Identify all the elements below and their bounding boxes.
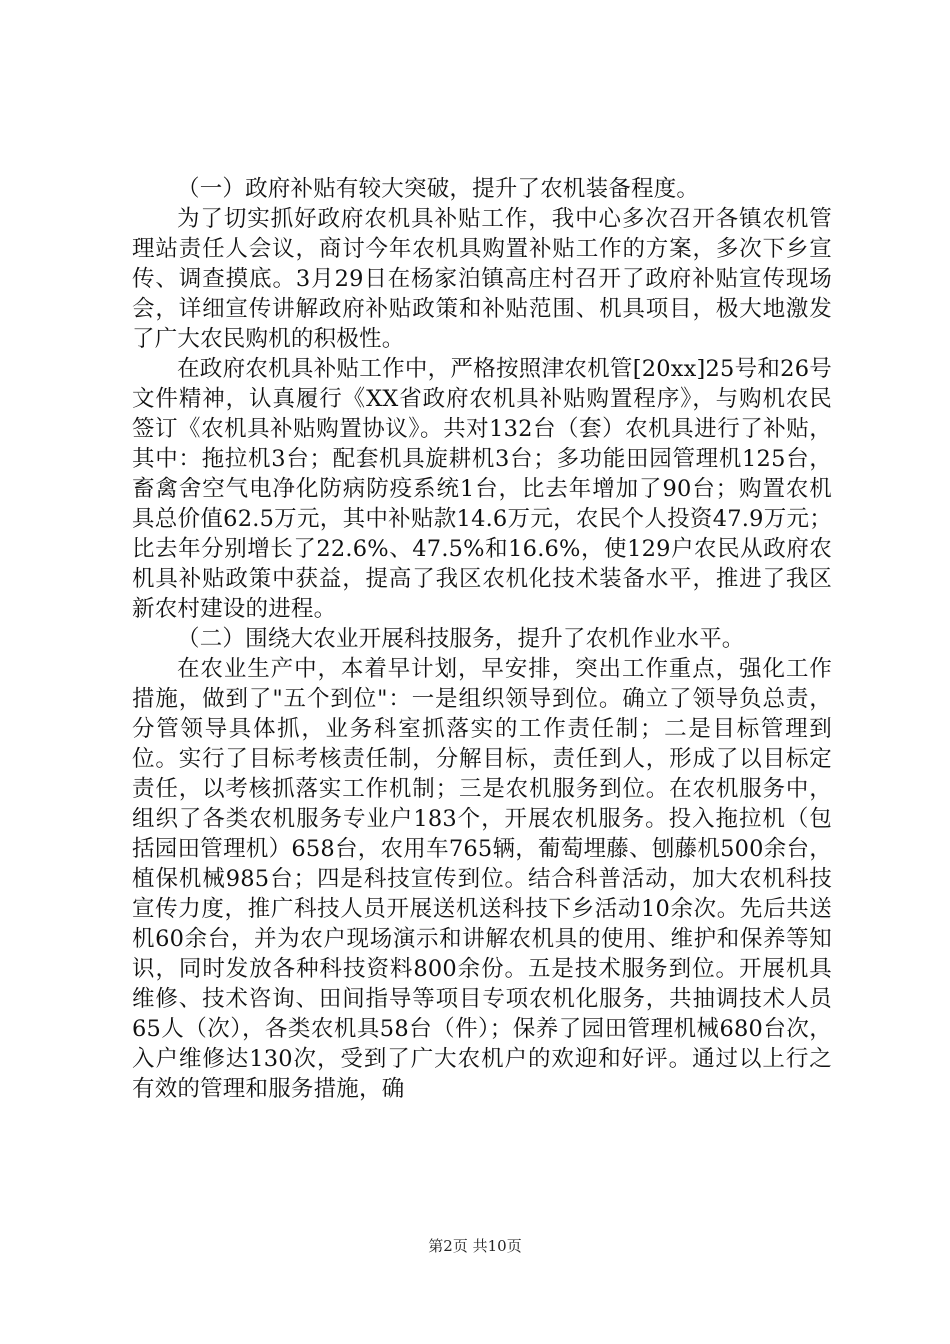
paragraph-tech-services: 在农业生产中，本着早计划，早安排，突出工作重点，强化工作措施，做到了"五个到位"：一是组织领导到位。确立了领导负总责，分管领导具体抓，业务科室抓落实的工作责任制；二是目标管理到位。实行了目标考核责任制，分解目标，责任到人，形成了以目标定责任，以考核抓落实工作机制；三是农机服务到位。在农机服务中，组织了各类农机服务专业户183个，开展农机服务。投入拖拉机（包括园田管理机）658台，农用车765辆，葡萄埋藤、刨藤机500余台，植保机械985台；四是科技宣传到位。结合科普活动，加大农机科技宣传力度，推广科技人员开展送机送科技下乡活动10余次。先后共送机60余台，并为农户现场演示和讲解农机具的使用、维护和保养等知识，同时发放各种科技资料800余份。五是技术服务到位。开展机具维修、技术咨询、田间指导等项目专项农机化服务，共抽调技术人员65人（次），各类农机具58台（件）；保养了园田管理机械680台次，入户维修达130次，受到了广大农机户的欢迎和好评。通过以上行之有效的管理和服务措施，确 bbox=[132, 656, 832, 1102]
paragraph-subsidy-promotion: 为了切实抓好政府农机具补贴工作，我中心多次召开各镇农机管理站责任人会议，商讨今年农机具购置补贴工作的方案，多次下乡宣传、调查摸底。3月29日在杨家泊镇高庄村召开了政府补贴宣传现场会，详细宣传讲解政府补贴政策和补贴范围、机具项目，极大地激发了广大农民购机的积极性。 bbox=[132, 206, 832, 352]
document-body bbox=[132, 174, 832, 1104]
paragraph-subsidy-results: 在政府农机具补贴工作中，严格按照津农机管[20xx]25号和26号文件精神，认真履行《XX省政府农机具补贴购置程序》，与购机农民签订《农机具补贴购置协议》。共对132台（套）农机具进行了补贴，其中：拖拉机3台；配套机具旋耕机3台；多功能田园管理机125台，畜禽舍空气电净化防病防疫系统1台，比去年增加了90台；购置农机具总价值62.5万元，其中补贴款14.6万元，农民个人投资47.9万元；比去年分别增长了22.6%、47.5%和16.6%，使129户农民从政府农机具补贴政策中获益，提高了我区农机化技术装备水平，推进了我区新农村建设的进程。 bbox=[132, 356, 832, 622]
section-heading-1: （一）政府补贴有较大突破，提升了农机装备程度。 bbox=[177, 176, 700, 202]
section-heading-2: （二）围绕大农业开展科技服务，提升了农机作业水平。 bbox=[177, 626, 745, 652]
page-footer: 第2页 共10页 bbox=[428, 1237, 522, 1255]
